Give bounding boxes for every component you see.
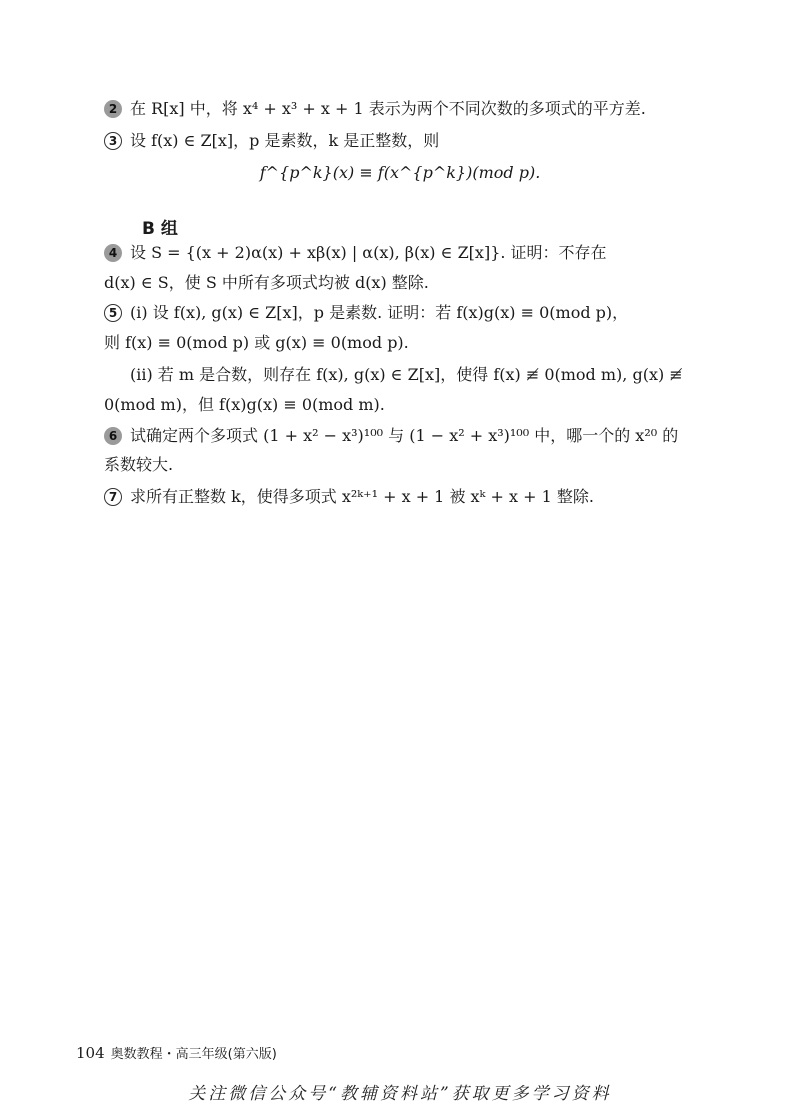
problem-text: (ii) 若 m 是合数，则存在 f(x), g(x) ∈ Z[x]，使得 f(x) ≢ 0(mod m), g(x) ≢	[130, 365, 683, 384]
problem-text: 试确定两个多项式 (1 + x² − x³)¹⁰⁰ 与 (1 − x² + x³)¹⁰⁰ 中，哪一个的 x²⁰ 的	[130, 426, 679, 445]
problem-number-badge: 7	[104, 488, 122, 506]
problem-number-badge: 6	[104, 427, 122, 445]
problem-5-cont	[104, 332, 700, 354]
problem-5-part-ii-cont	[104, 394, 700, 416]
problem-number-badge: 5	[104, 304, 122, 322]
problem-text: 设 f(x) ∈ Z[x]，p 是素数，k 是正整数，则	[130, 131, 440, 150]
problem-4	[104, 242, 700, 264]
problem-7	[104, 486, 700, 508]
problem-text: 0(mod m)，但 f(x)g(x) ≡ 0(mod m).	[104, 395, 385, 414]
problem-text: 求所有正整数 k，使得多项式 x²ᵏ⁺¹ + x + 1 被 xᵏ + x + 1 整除.	[130, 487, 594, 506]
problem-6-cont	[104, 454, 700, 476]
page-footer	[76, 1043, 277, 1062]
problem-3	[104, 130, 700, 152]
section-heading: B 组	[142, 219, 178, 239]
problem-4-cont	[104, 272, 700, 294]
problem-6	[104, 425, 700, 447]
problem-number-badge: 3	[104, 132, 122, 150]
watermark-text: 关注微信公众号“教辅资料站”获取更多学习资料	[188, 1084, 612, 1104]
problem-5	[104, 302, 700, 324]
problem-text: (i) 设 f(x), g(x) ∈ Z[x]，p 是素数. 证明：若 f(x)g(x) ≡ 0(mod p)，	[130, 303, 629, 322]
problem-text: d(x) ∈ S，使 S 中所有多项式均被 d(x) 整除.	[104, 273, 429, 292]
problem-2	[104, 98, 700, 120]
book-title: 奥数教程・高三年级(第六版)	[110, 1047, 277, 1062]
problem-text: 在 R[x] 中，将 x⁴ + x³ + x + 1 表示为两个不同次数的多项式的平方差.	[130, 99, 646, 118]
problem-5-part-ii	[130, 364, 700, 386]
problem-number-badge: 2	[104, 100, 122, 118]
problem-number-badge: 4	[104, 244, 122, 262]
display-formula: f^{p^k}(x) ≡ f(x^{p^k})(mod p).	[259, 163, 541, 182]
problem-text: 设 S = {(x + 2)α(x) + xβ(x) | α(x), β(x) ∈ Z[x]}. 证明：不存在	[130, 243, 607, 262]
problem-text: 系数较大.	[104, 455, 174, 474]
page-number: 104	[76, 1044, 105, 1062]
problem-text: 则 f(x) ≡ 0(mod p) 或 g(x) ≡ 0(mod p).	[104, 333, 409, 352]
